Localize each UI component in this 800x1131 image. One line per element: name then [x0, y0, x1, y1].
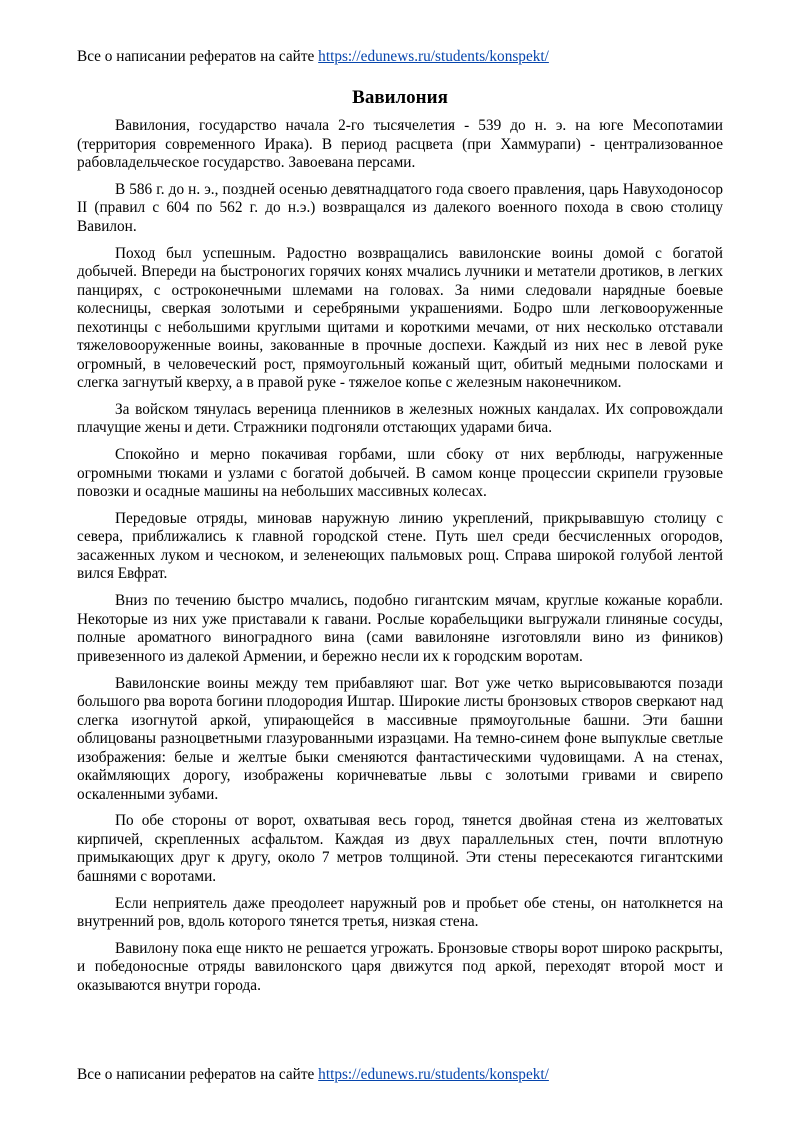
footer-text: Все о написании рефератов на сайте	[77, 1066, 319, 1083]
page-footer	[77, 1065, 727, 1085]
paragraph: Вавилону пока еще никто не решается угрожать. Бронзовые створы ворот широко раскрыты, и победоносные отряды вавилонского царя движутся под аркой, переходят второй мост и оказываются внутри города.	[77, 939, 723, 994]
footer-link[interactable]: https://edunews.ru/students/konspekt/	[318, 1066, 549, 1083]
paragraph: В 586 г. до н. э., поздней осенью девятнадцатого года своего правления, царь Навуходоносор II (правил с 604 по 562 г. до н.э.) возвращался из далекого военного похода в свою столицу Вавилон.	[77, 180, 723, 235]
paragraph: Вавилонские воины между тем прибавляют шаг. Вот уже четко вырисовываются позади большого рва ворота богини плодородия Иштар. Широкие листы бронзовых створов сверкают над слегка изогнутой аркой, упирающейся в массивные прямоугольные башни. Эти башни облицованы разноцветными глазурованными изразцами. На темно-синем фоне выпуклые светлые изображения: белые и желтые быки сменяются фантастическими чудовищами. А на стенах, окаймляющих дорогу, изображены коричневатые львы с золотыми гривами и свирепо оскаленными зубами.	[77, 674, 723, 803]
paragraph: Вавилония, государство начала 2-го тысячелетия - 539 до н. э. на юге Месопотамии (территория современного Ирака). В период расцвета (при Хаммурапи) - централизованное рабовладельческое государство. Завоевана персами.	[77, 117, 723, 171]
document-title: Вавилония	[352, 87, 448, 108]
paragraph: Если неприятель даже преодолеет наружный ров и пробьет обе стены, он натолкнется на внутренний ров, вдоль которого тянется третья, низкая стена.	[77, 894, 723, 931]
paragraph: Передовые отряды, миновав наружную линию укреплений, прикрывавшую столицу с севера, приближались к главной городской стене. Путь шел среди бесчисленных огородов, засаженных луком и чесноком, и зеленеющих пальмовых рощ. Справа широкой голубой лентой вился Евфрат.	[77, 509, 723, 583]
paragraph: Спокойно и мерно покачивая горбами, шли сбоку от них верблюды, нагруженные огромными тюками и узлами с богатой добычей. В самом конце процессии скрипели грузовые повозки и осадные машины на небольших массивных колесах.	[77, 446, 723, 501]
paragraph: За войском тянулась вереница пленников в железных ножных кандалах. Их сопровождали плачущие жены и дети. Стражники подгоняли отстающих ударами бича.	[77, 400, 723, 437]
paragraph: Поход был успешным. Радостно возвращались вавилонские воины домой с богатой добычей. Впереди на быстроногих горячих конях мчались лучники и метатели дротиков, в легких панцирях, с остроконечными шлемами на головах. За ними следовали нарядные боевые колесницы, сверкая золотыми и серебряными украшениями. Бодро шли легковооруженные пехотинцы с небольшими круглыми щитами и короткими мечами, от них несколько отставали тяжеловооруженные воины, закованные в прочные доспехи. Каждый из них нес в левой руке огромный, в человеческий рост, прямоугольный кожаный щит, обитый медными полосками и слегка загнутый кверху, а в правой руке - тяжелое копье с железным наконечником.	[77, 244, 723, 392]
page-header	[77, 47, 727, 67]
paragraph: Вниз по течению быстро мчались, подобно гигантским мячам, круглые кожаные корабли. Некоторые из них уже приставали к гавани. Рослые корабельщики выгружали глиняные сосуды, полные ароматного виноградного вина (сами вавилоняне изготовляли вино из фиников) привезенного из далекой Армении, и бережно несли их к городским воротам.	[77, 592, 723, 665]
document-body	[77, 117, 723, 1004]
header-text: Все о написании рефератов на сайте	[77, 48, 319, 65]
header-link[interactable]: https://edunews.ru/students/konspekt/	[318, 48, 549, 65]
paragraph: По обе стороны от ворот, охватывая весь город, тянется двойная стена из желтоватых кирпичей, скрепленных асфальтом. Каждая из двух параллельных стен, почти вплотную примыкающих друг к другу, около 7 метров толщиной. Эти стены пересекаются гигантскими башнями с воротами.	[77, 812, 723, 885]
